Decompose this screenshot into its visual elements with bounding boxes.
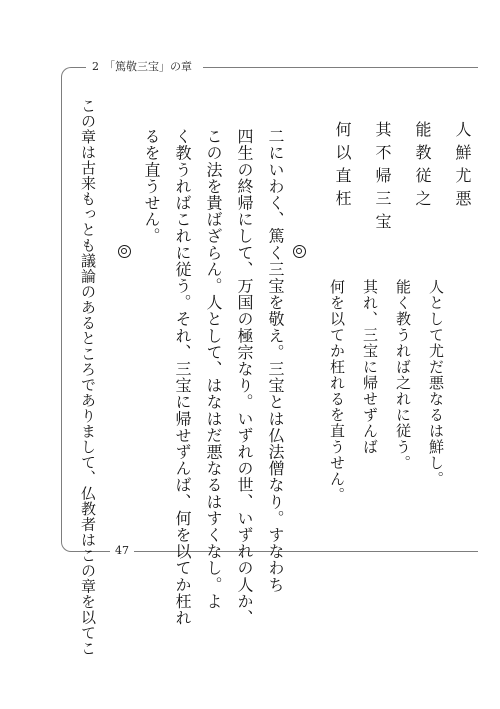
commentary-text (78, 98, 98, 656)
chapter-number: 2 (92, 60, 99, 73)
kanbun-line: 何以直枉 (333, 121, 352, 213)
translation-line: 二にいわく、篤く三宝を敬え。三宝とは仏法僧なり。すなわち (266, 128, 285, 593)
kanbun-line: 能教従之 (413, 121, 432, 213)
page-number: 47 (110, 543, 134, 559)
kanbun-line: 人鮮尤悪 (453, 121, 472, 213)
reading-line: 能く教うれば之れに従う。 (394, 279, 412, 471)
frame-corner-bottom-left (61, 541, 71, 552)
translation-line: く教うればこれに従う。それ、三宝に帰せずんば、何を以てか枉れ (173, 128, 192, 626)
reading-line: 人として尤だ悪なるは鮮し。 (427, 279, 445, 487)
kanbun-line: 其不帰三宝 (373, 121, 392, 236)
reading-line: 其れ、三宝に帰せずんば (361, 279, 379, 455)
translation-line: るを直うせん。 (142, 128, 161, 245)
yomikudashi-reading (320, 279, 452, 503)
translation-text (136, 128, 291, 626)
translation-line: この法を貴ばざらん。人として、はなはだ悪なるはすくなし。よ (204, 128, 223, 610)
frame-corner-top-left (61, 67, 71, 78)
double-circle-icon (118, 245, 131, 258)
reading-line: 何を以てか枉れるを直うせん。 (328, 279, 346, 503)
double-circle-icon (293, 245, 306, 258)
frame-left-rule (61, 78, 62, 541)
chapter-title: 「篤敬三宝」の章 (104, 60, 192, 73)
translation-line: 四生の終帰にして、万国の極宗なり。いずれの世、いずれの人か、 (235, 128, 254, 626)
kanbun-original (322, 121, 482, 236)
commentary-line: この章は古来もっとも議論のあるところでありまして、仏教者はこの章を以てこ (79, 98, 97, 656)
running-header (86, 58, 203, 76)
